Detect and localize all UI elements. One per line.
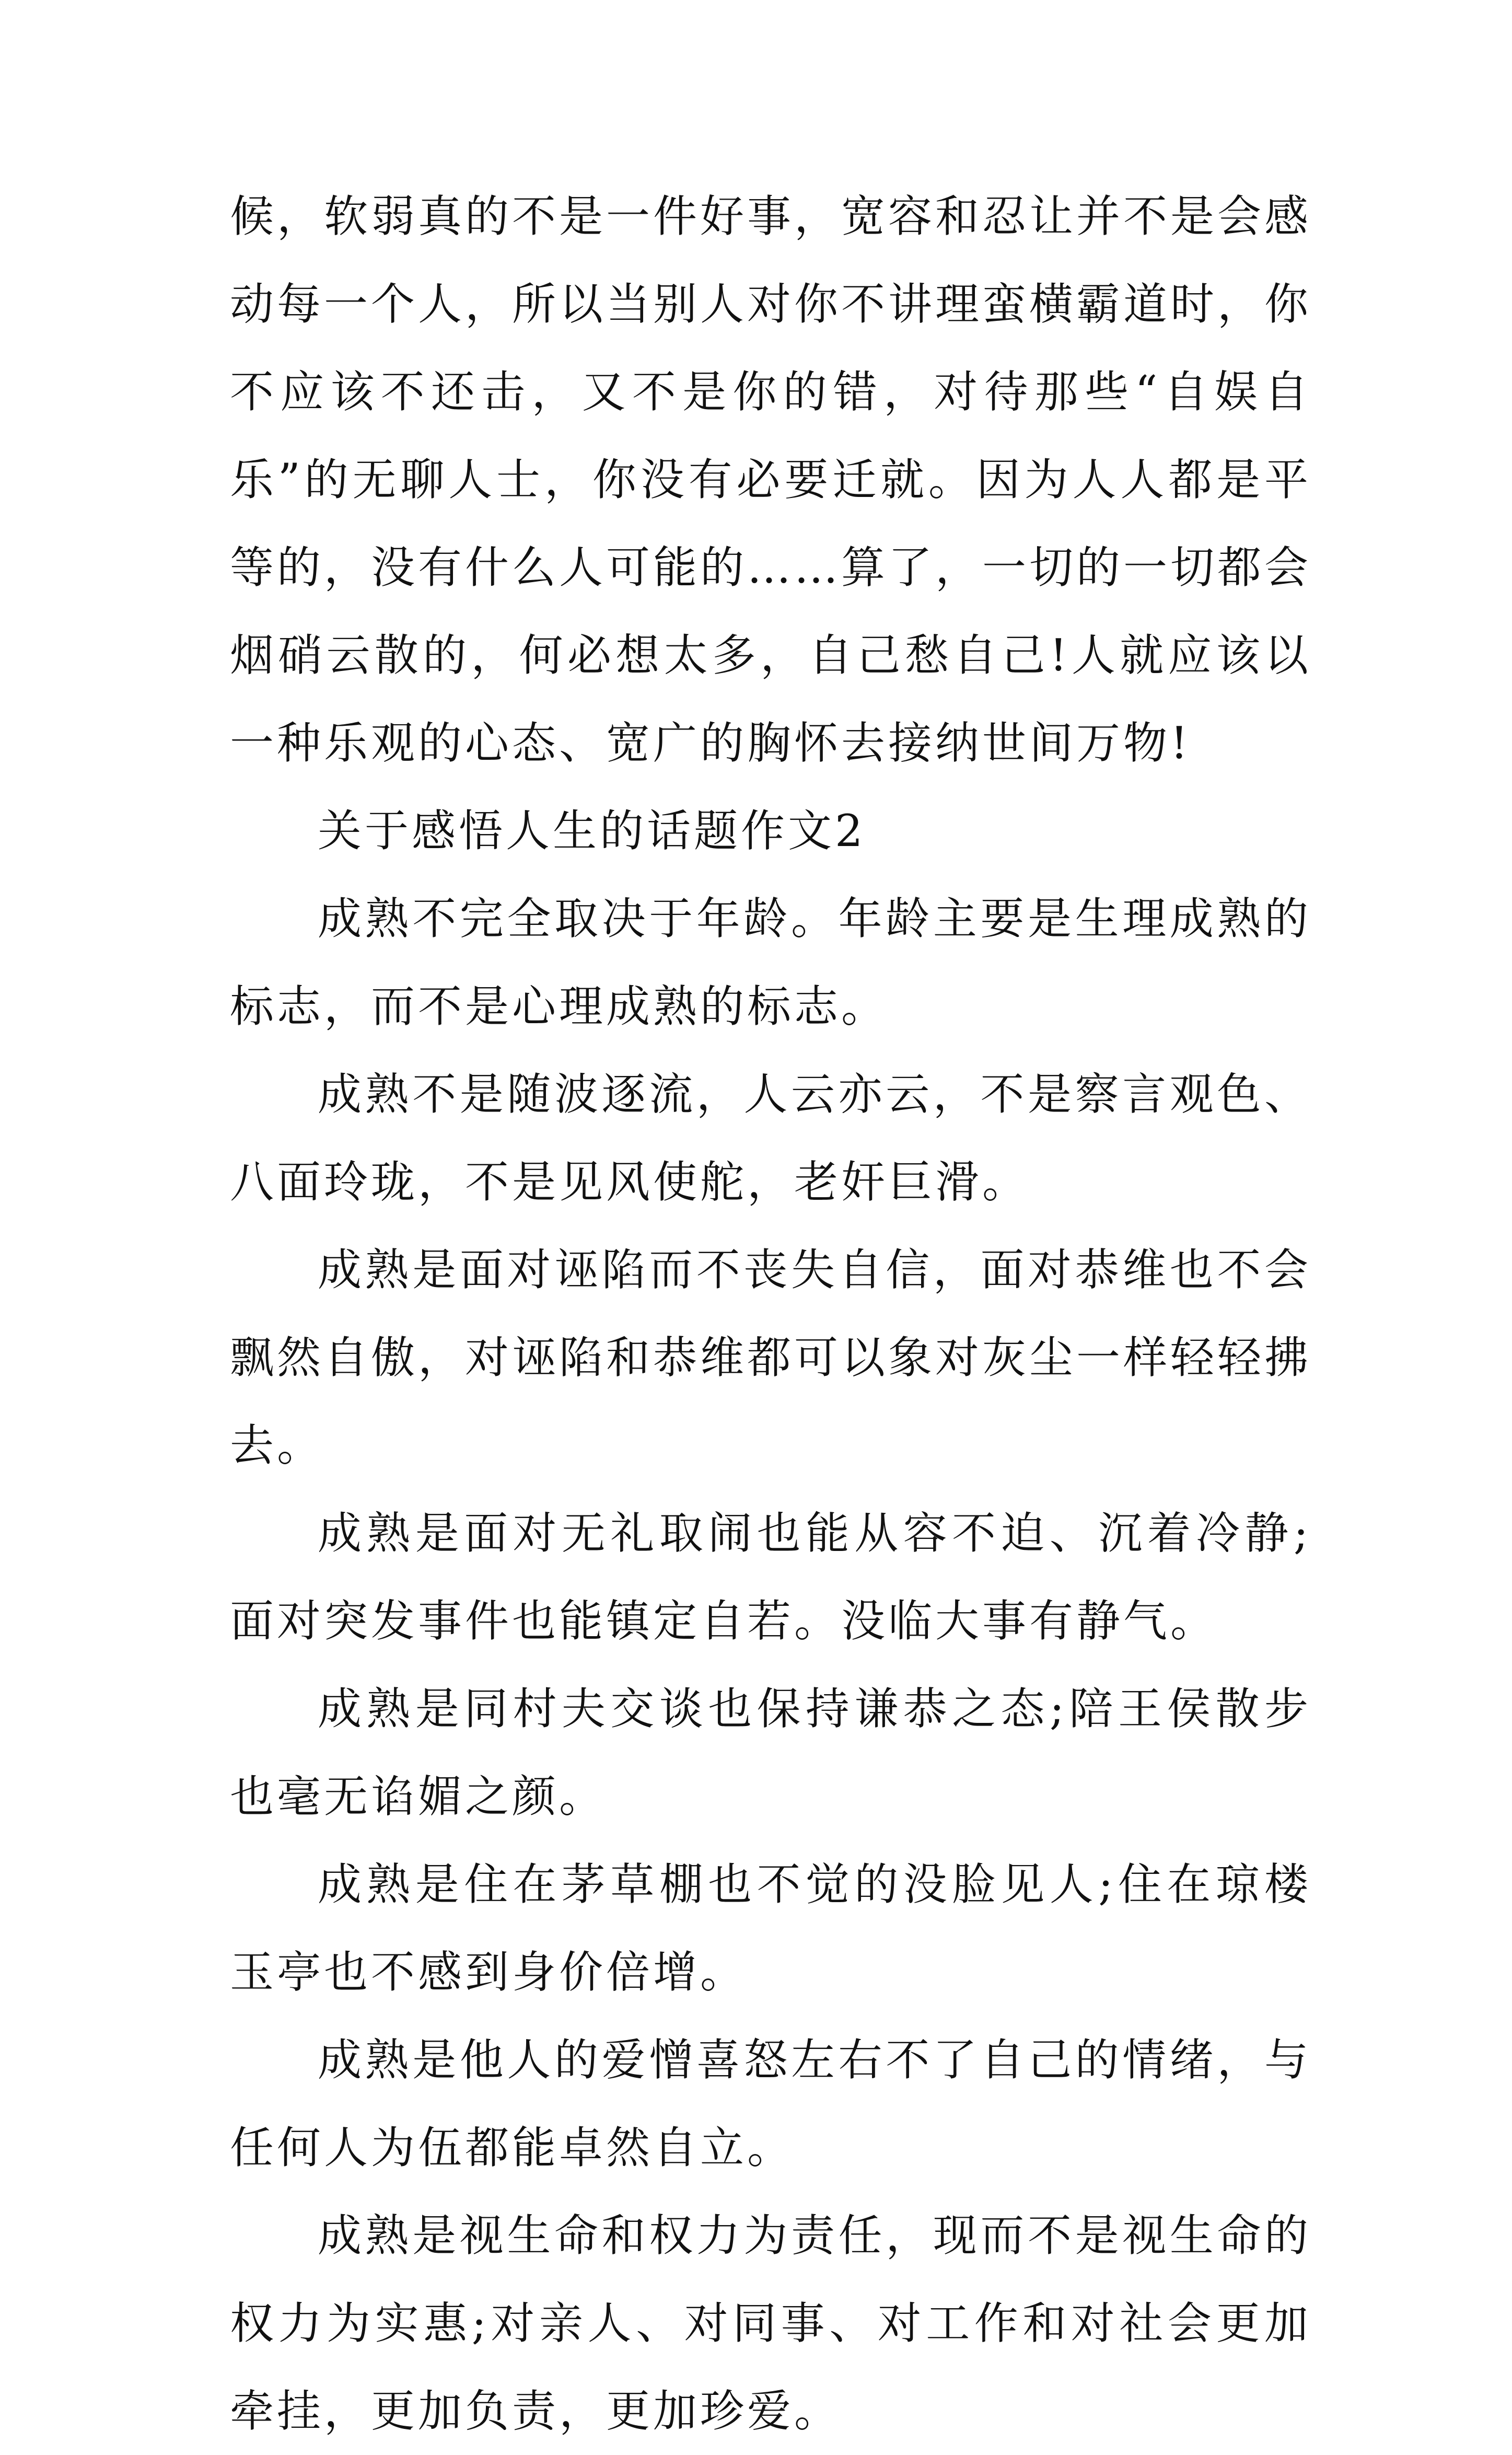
continuation-paragraph: 候，软弱真的不是一件好事，宽容和忍让并不是会感动每一个人，所以当别人对你不讲理蛮横霸道时，你不应该不还击，又不是你的错，对待那些“自娱自乐”的无聊人士，你没有必要迁就。因为人人都是平等的，没有什么人可能的……算了，一切的一切都会烟硝云散的，何必想太多，自己愁自己!人就应该以一种乐观的心态、宽广的胸怀去接纳世间万物! [230,191,1312,769]
body-paragraph: 成熟不完全取决于年龄。年龄主要是生理成熟的标志，而不是心理成熟的标志。 [230,893,1311,1032]
body-paragraph: 成熟是住在茅草棚也不觉的没脸见人;住在琼楼玉亭也不感到身价倍增。 [230,1859,1311,1998]
body-paragraph: 成熟不是随波逐流，人云亦云，不是察言观色、八面玲珑，不是见风使舵，老奸巨滑。 [230,1069,1311,1208]
body-paragraph: 成熟是视生命和权力为责任，现而不是视生命的权力为实惠;对亲人、对同事、对工作和对社会更加牵挂，更加负责，更加珍爱。 [230,2210,1311,2437]
document-body [230,172,1311,2455]
section-title: 关于感悟人生的话题作文2 [318,805,866,856]
body-paragraph: 成熟是面对无礼取闹也能从容不迫、沉着冷静;面对突发事件也能镇定自若。没临大事有静气。 [230,1508,1311,1647]
body-paragraph: 成熟是他人的爱憎喜怒左右不了自己的情绪，与任何人为伍都能卓然自立。 [230,2034,1311,2173]
body-paragraph: 成熟是同村夫交谈也保持谦恭之态;陪王侯散步也毫无谄媚之颜。 [230,1683,1311,1822]
body-paragraph: 成熟是面对诬陷而不丧失自信，面对恭维也不会飘然自傲，对诬陷和恭维都可以象对灰尘一样轻轻拂去。 [230,1244,1312,1471]
